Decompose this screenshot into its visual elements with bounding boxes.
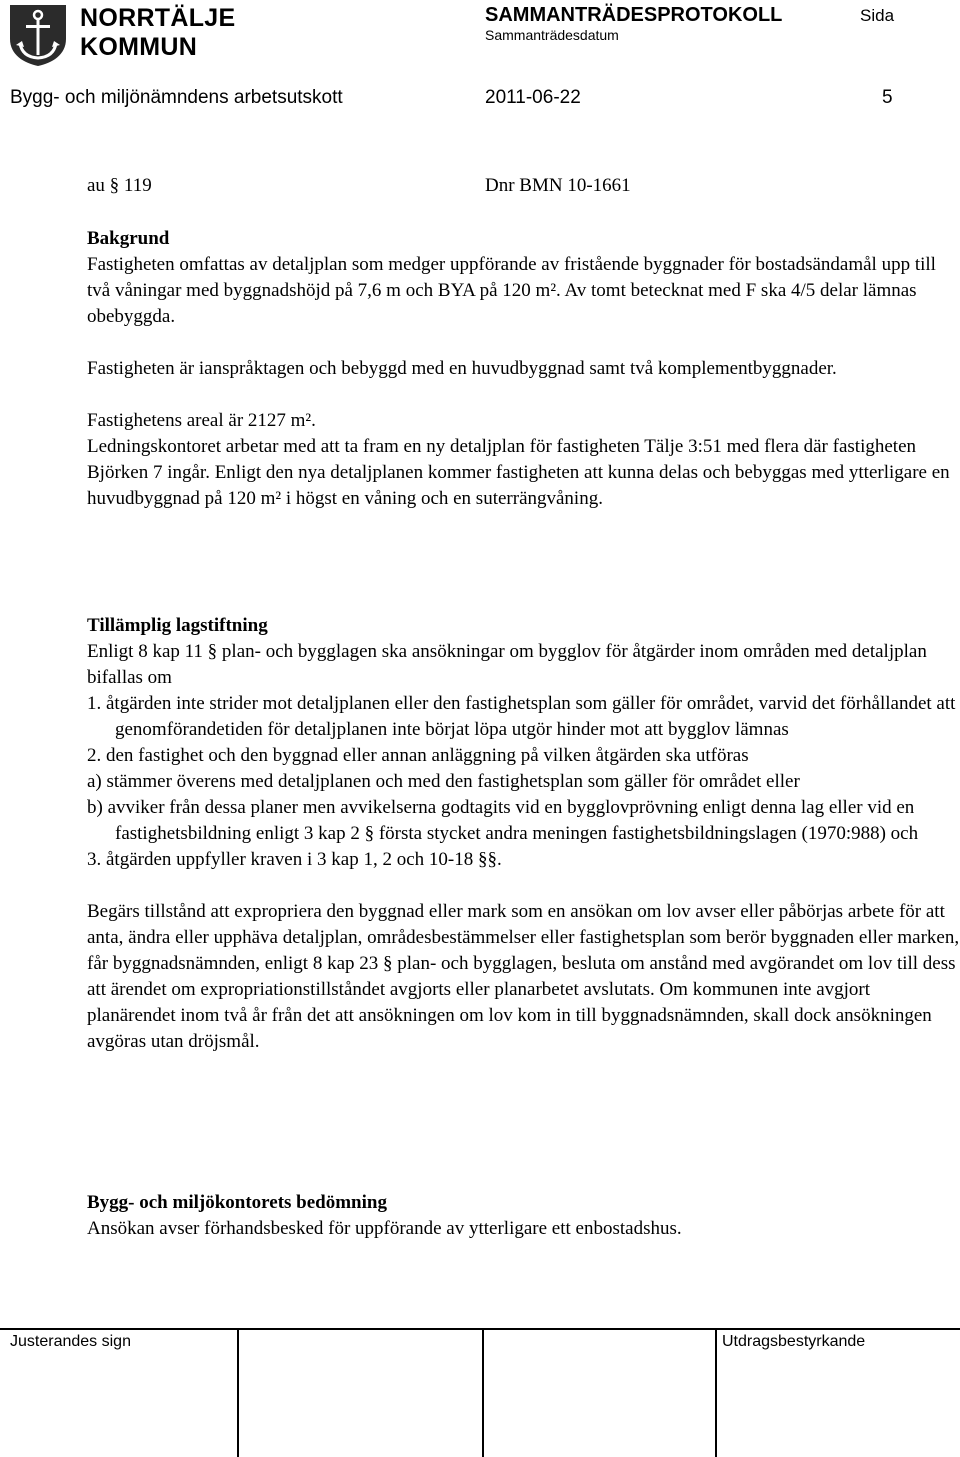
- municipality-anchor-logo-icon: [8, 3, 68, 67]
- paragraph-ref: au § 119: [87, 175, 152, 196]
- bakgrund-paragraph-2: Fastigheten är ianspråktagen och bebyggd med en huvudbyggnad samt två komplementbyggnader.: [87, 358, 837, 379]
- section-lagstiftning: [87, 613, 960, 1055]
- page-number: 5: [882, 87, 893, 108]
- footer-column-divider-3: [715, 1328, 717, 1457]
- meeting-date: 2011-06-22: [485, 87, 581, 108]
- footer-column-divider-2: [482, 1328, 484, 1457]
- page-label: Sida: [860, 6, 895, 25]
- dnr: Dnr BMN 10-1661: [485, 175, 631, 196]
- footer-divider: [0, 1328, 960, 1330]
- bakgrund-paragraph-4: Ledningskontoret arbetar med att ta fram en ny detaljplan för fastigheten Tälje 3:51 med flera där fastigheten Björken 7 ingår. Enligt den nya detaljplanen kommer fastigheten att kunna delas och bebyggas med ytterligare en huvudbyggnad på 120 m² i högst en våning och en suterrängvåning.: [87, 436, 950, 509]
- bedomning-paragraph: Ansökan avser förhandsbesked för uppförande av ytterligare ett enbostadshus.: [87, 1218, 682, 1239]
- lagstiftning-heading: Tillämplig lagstiftning: [87, 615, 268, 636]
- bakgrund-paragraph-1: Fastigheten omfattas av detaljplan som medger uppförande av fristående byggnader för bostadsändamål upp till två våningar med byggnadshöjd på 7,6 m och BYA på 120 m². Av tomt betecknat med F ska 4/5 delar lämnas obebyggda.: [87, 254, 936, 327]
- protocol-title: SAMMANTRÄDESPROTOKOLL: [485, 4, 783, 26]
- extract-certification-label: Utdragsbestyrkande: [722, 1333, 866, 1350]
- footer-column-divider-1: [237, 1328, 239, 1457]
- section-bedomning: [87, 1190, 960, 1242]
- bedomning-heading: Bygg- och miljökontorets bedömning: [87, 1192, 387, 1213]
- committee-name: Bygg- och miljönämndens arbetsutskott: [10, 87, 343, 108]
- condition-2a: a) stämmer överens med detaljplanen och med den fastighetsplan som gäller för området eller: [87, 771, 800, 792]
- condition-1: 1. åtgärden inte strider mot detaljplanen eller den fastighetsplan som gäller för området, varvid det förhållandet att genomförandetiden för detaljplanen inte börjat löpa utgör hinder mot att bygglov lämnas: [87, 693, 956, 740]
- lagstiftning-intro: Enligt 8 kap 11 § plan- och bygglagen ska ansökningar om bygglov för åtgärder inom områden med detaljplan bifallas om: [87, 641, 927, 688]
- logo-name-line2: KOMMUN: [80, 33, 198, 61]
- bakgrund-paragraph-3: Fastighetens areal är 2127 m².: [87, 410, 316, 431]
- bakgrund-heading: Bakgrund: [87, 228, 170, 249]
- expropriation-paragraph: Begärs tillstånd att expropriera den byggnad eller mark som en ansökan om lov avser eller påbörjas arbete för att anta, ändra eller upphäva detaljplan, områdesbestämmelser eller fastighetsplan som berör byggnaden eller marken, får byggnadsnämnden, enligt 8 kap 23 § plan- och bygglagen, besluta om anstånd med avgörandet om lov till dess att ärendet om expropriationstillståndet avgjorts eller planarbetet avslutats. Om kommunen inte avgjort planärendet inom två år från det att ansökningen om lov kom in till byggnadsnämnden, skall dock ansökningen avgöras utan dröjsmål.: [87, 901, 960, 1052]
- condition-2b: b) avviker från dessa planer men avvikelserna godtagits vid en bygglovprövning enligt denna lag eller vid en fastighetsbildning enligt 3 kap 2 § första stycket andra meningen fastighetsbildningslagen (1970:988) och: [87, 797, 919, 844]
- protocol-date-label: Sammanträdesdatum: [485, 27, 619, 43]
- signature-label: Justerandes sign: [10, 1333, 131, 1350]
- section-bakgrund: [87, 226, 960, 512]
- condition-3: 3. åtgärden uppfyller kraven i 3 kap 1, 2 och 10-18 §§.: [87, 849, 502, 870]
- logo-name-line1: NORRTÄLJE: [80, 4, 236, 32]
- condition-2: 2. den fastighet och den byggnad eller annan anläggning på vilken åtgärden ska utföras: [87, 745, 749, 766]
